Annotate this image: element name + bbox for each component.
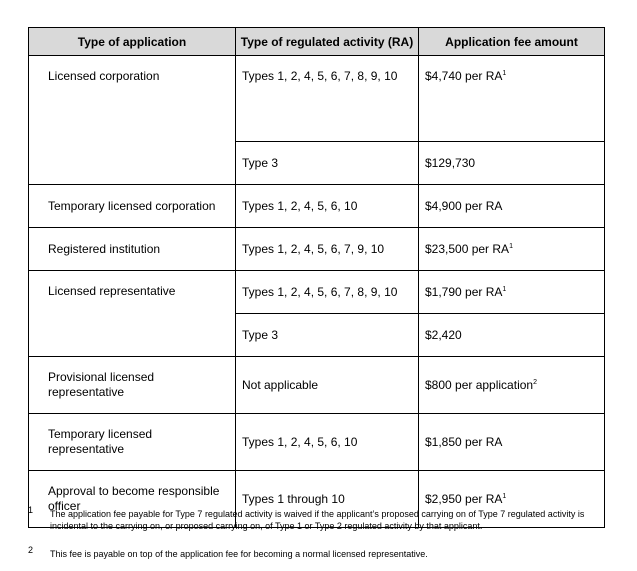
footnote-number: 1 bbox=[28, 505, 34, 515]
fee-cell bbox=[419, 314, 605, 357]
fee-amount: $2,420 bbox=[425, 327, 462, 342]
ra-types: Types 1, 2, 4, 5, 6, 10 bbox=[242, 198, 358, 213]
ra-types: Type 3 bbox=[242, 155, 279, 170]
header-type-of-ra-label: Type of regulated activity (RA) bbox=[240, 34, 414, 49]
fee-cell bbox=[419, 357, 605, 414]
fee-cell bbox=[419, 142, 605, 185]
footnote-ref: 1 bbox=[502, 285, 507, 293]
ra-cell bbox=[236, 314, 419, 357]
footnote-ref: 2 bbox=[533, 378, 537, 386]
ra-types: Not applicable bbox=[242, 377, 319, 392]
ra-types: Types 1 through 10 bbox=[242, 491, 345, 506]
fee-cell bbox=[419, 185, 605, 228]
fee-amount: $4,900 per RA bbox=[425, 198, 503, 213]
fee-amount: $1,790 per RA bbox=[425, 284, 503, 299]
fee-amount: $129,730 bbox=[425, 155, 476, 170]
application-type-cell bbox=[29, 357, 236, 414]
application-type: Temporary licensed corporation bbox=[48, 198, 216, 213]
application-type-cell bbox=[29, 185, 236, 228]
ra-types: Types 1, 2, 4, 5, 6, 7, 8, 9, 10 bbox=[242, 284, 398, 299]
ra-cell bbox=[236, 228, 419, 271]
footnote bbox=[28, 505, 608, 532]
ra-types: Types 1, 2, 4, 5, 6, 7, 9, 10 bbox=[242, 241, 385, 256]
application-type: Licensed representative bbox=[48, 284, 176, 298]
application-type: Registered institution bbox=[48, 241, 161, 256]
ra-cell bbox=[236, 185, 419, 228]
fee-table bbox=[28, 27, 605, 528]
ra-cell bbox=[236, 56, 419, 142]
fee-cell bbox=[419, 56, 605, 142]
ra-cell bbox=[236, 357, 419, 414]
ra-cell bbox=[236, 414, 419, 471]
application-type: Licensed corporation bbox=[48, 69, 160, 83]
fee-cell bbox=[419, 228, 605, 271]
application-type: Temporary licensed representative bbox=[48, 427, 153, 456]
ra-types: Type 3 bbox=[242, 327, 279, 342]
ra-cell bbox=[236, 142, 419, 185]
table-header-row bbox=[29, 28, 605, 56]
ra-types: Types 1, 2, 4, 5, 6, 7, 8, 9, 10 bbox=[242, 69, 398, 83]
table-row bbox=[29, 271, 605, 314]
application-type-cell bbox=[29, 414, 236, 471]
table-row bbox=[29, 357, 605, 414]
ra-types: Types 1, 2, 4, 5, 6, 10 bbox=[242, 434, 358, 449]
footnote-text: The application fee payable for Type 7 regulated activity is waived if the applicant’s proposed carrying on of Type 7 regulated activity is incidental to the carrying on, or proposed carrying on, of Type 1 or Type 2 regulated activity by that applicant. bbox=[50, 509, 585, 531]
table-row bbox=[29, 56, 605, 142]
table-row bbox=[29, 185, 605, 228]
application-type-cell bbox=[29, 271, 236, 357]
header-fee-amount: Application fee amount bbox=[419, 28, 605, 56]
application-type: Provisional licensed representative bbox=[48, 370, 155, 399]
fee-amount: $2,950 per RA bbox=[425, 491, 503, 506]
fee-amount: $800 per application bbox=[425, 377, 534, 392]
application-type: Approval to become responsible officer bbox=[48, 484, 220, 513]
fee-amount: $23,500 per RA bbox=[425, 241, 510, 256]
footnote-ref: 1 bbox=[509, 242, 513, 250]
fee-amount: $1,850 per RA bbox=[425, 434, 503, 449]
table-row bbox=[29, 414, 605, 471]
table-row bbox=[29, 228, 605, 271]
footnote-ref: 1 bbox=[502, 70, 507, 77]
fee-cell bbox=[419, 414, 605, 471]
application-type-cell bbox=[29, 228, 236, 271]
footnote-number: 2 bbox=[28, 545, 34, 555]
footnote bbox=[28, 545, 608, 560]
ra-cell bbox=[236, 271, 419, 314]
header-type-of-ra bbox=[236, 28, 419, 56]
fee-cell bbox=[419, 271, 605, 314]
header-type-of-application: Type of application bbox=[29, 28, 236, 56]
footnote-text: This fee is payable on top of the application fee for becoming a normal licensed representative. bbox=[50, 549, 428, 559]
footnotes bbox=[28, 505, 608, 560]
application-type-cell bbox=[29, 56, 236, 185]
footnote-ref: 1 bbox=[502, 492, 507, 500]
fee-amount: $4,740 per RA bbox=[425, 69, 503, 83]
